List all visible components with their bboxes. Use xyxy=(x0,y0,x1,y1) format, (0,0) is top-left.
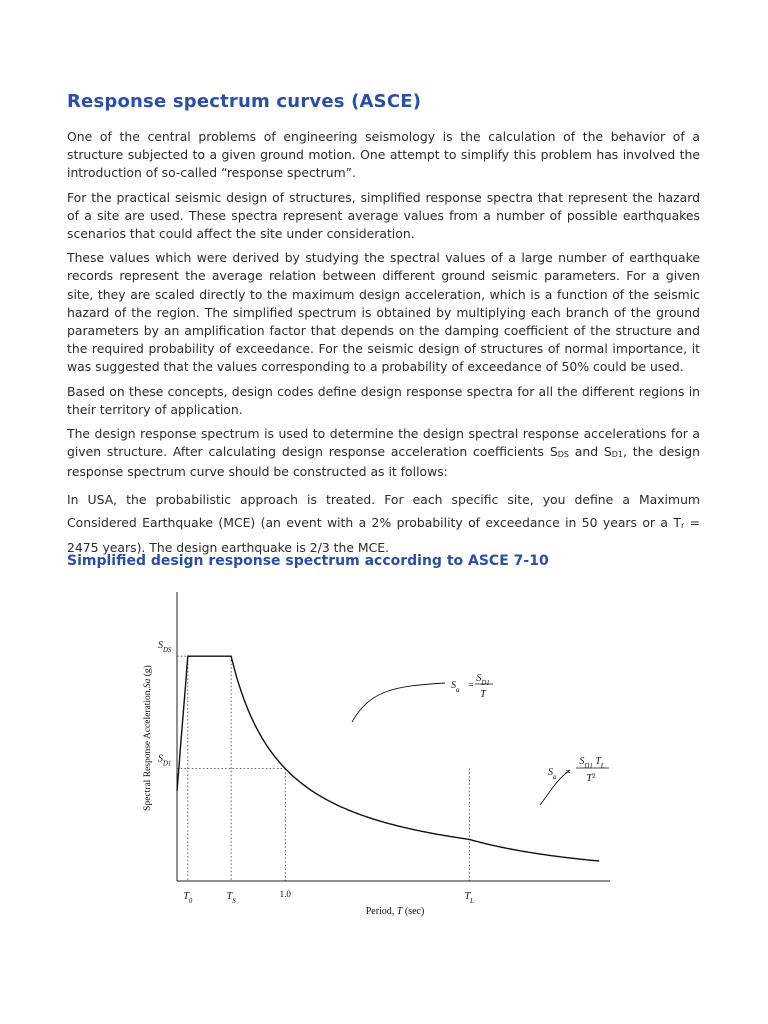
x-tick-ts: $T_S$ xyxy=(226,891,236,905)
paragraph-5: The design response spectrum is used to determine the design spectral response accelerations for a given structure. After calculating design response acceleration coefficients $S_{DS}$ and $S_{D1}$, the design response spectrum curve should be constructed as it follows: xyxy=(67,426,700,480)
x-tick-1: 1.0 xyxy=(279,889,291,899)
sd1-label: $S_{D1}$ xyxy=(158,753,172,768)
eq2-lhs: $S_a$ xyxy=(548,767,557,781)
paragraph-1: One of the central problems of engineering seismology is the calculation of the behavior of a structure subjected to a given ground motion. One attempt to simplify this problem has involved the introduction of so-called “response spectrum”. xyxy=(67,129,700,181)
eq1-leader-line xyxy=(352,683,445,722)
eq1-lhs: $S_a$ xyxy=(451,680,460,694)
eq2-numerator: $S_{D1}$ $T_L$ xyxy=(579,756,605,770)
eq2-denominator: $T^2$ xyxy=(586,772,596,784)
paragraph-2: For the practical seismic design of structures, simplified response spectra that represent the hazard of a site are used. These spectra represent average values from a number of possible earthquakes scenarios that could affect the site under consideration. xyxy=(67,189,700,242)
eq1-denominator: T xyxy=(480,689,486,700)
sds-label: $S_{DS}$ xyxy=(158,640,172,654)
paragraph-3: These values which were derived by studying the spectral values of a large number of earthquake records represent the average relation between different ground seismic parameters. For a given site, they are scaled directly to the maximum design acceleration, which is a function of the seismic hazard of the region. The simplified spectrum is obtained by multiplying each branch of the ground parameters by an amplification factor that depends on the damping coefficient of the structure and the required probability of exceedance. For the seismic design of structures of normal importance, it was suggested that the values corresponding to a probability of exceedance of 50% could be used. xyxy=(67,250,700,375)
x-tick-tl: $T_L$ xyxy=(464,891,474,905)
paragraph-4: Based on these concepts, design codes define design response spectra for all the different regions in their territory of application. xyxy=(67,383,700,417)
eq2-equals: = xyxy=(565,767,571,778)
eq1-equals: = xyxy=(468,680,474,691)
page-title: Response spectrum curves (ASCE) xyxy=(67,91,422,112)
paragraph-6: In USA, the probabilistic approach is treated. For each specific site, you define a Maximum Considered Earthquake (MCE) (an event with a 2% probability of exceedance in 50 years or a $T_r = 2475$ years). The design earthquake is 2/3 the MCE. xyxy=(67,491,700,555)
y-axis-label: Spectral Response Acceleration,Sa (g) xyxy=(143,665,153,811)
spectrum-curve xyxy=(177,656,599,861)
eq1-numerator: $S_{D1}$ xyxy=(476,673,490,687)
section-subtitle: Simplified design response spectrum according to ASCE 7-10 xyxy=(67,553,549,569)
x-tick-t0: $T_0$ xyxy=(183,891,193,905)
x-axis-label: Period, T (sec) xyxy=(365,906,425,917)
